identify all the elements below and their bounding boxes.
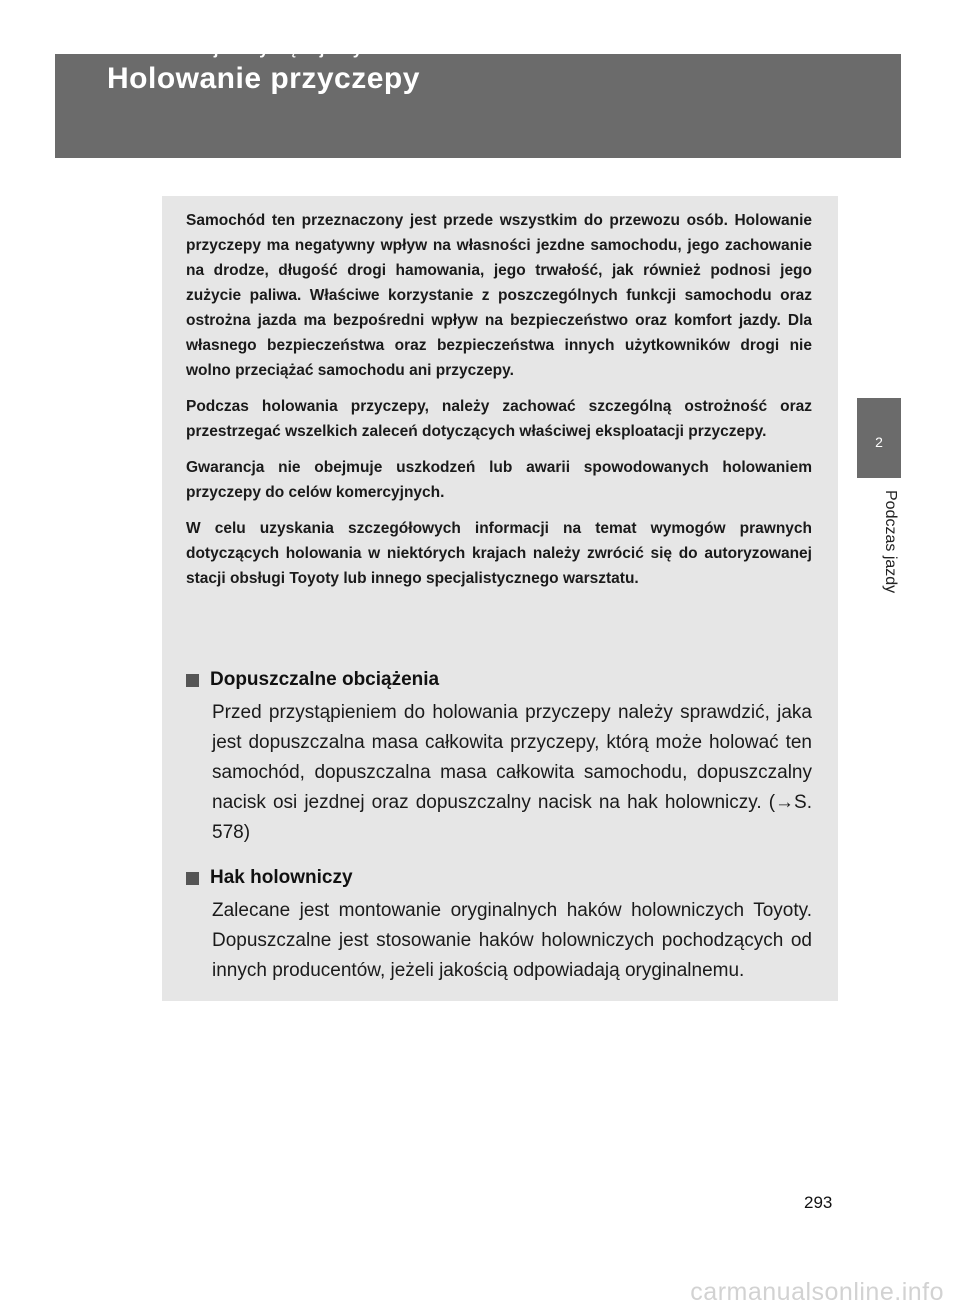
intro-text bbox=[186, 208, 812, 602]
section-label: 2-5. Informacje dotyczące jazdy bbox=[108, 39, 363, 58]
intro-paragraph: Podczas holowania przyczepy, należy zachować szczególną ostrożność oraz przestrzegać wszelkich zaleceń dotyczących właściwej eksploatacji przyczepy. bbox=[186, 398, 812, 440]
section-body-hitch: Zalecane jest montowanie oryginalnych haków holowniczych Toyoty. Dopuszczalne jest stosowanie haków holowniczych pochodzących od innych producentów, jeżeli jakością odpowiadają oryginalnemu. bbox=[212, 900, 812, 981]
watermark bbox=[0, 1272, 960, 1309]
chapter-label: Podczas jazdy bbox=[882, 490, 899, 594]
page-title: Holowanie przyczepy bbox=[107, 62, 420, 95]
intro-paragraph: W celu uzyskania szczegółowych informacji na temat wymogów prawnych dotyczących holowania w niektórych krajach należy zwrócić się do autoryzowanej stacji obsługi Toyoty lub innego specjalistycznego warsztatu. bbox=[186, 520, 812, 587]
square-bullet-icon bbox=[186, 872, 199, 885]
section-heading-text: Hak holowniczy bbox=[210, 867, 353, 888]
section-heading-hitch bbox=[186, 862, 812, 894]
page-number: 293 bbox=[804, 1193, 833, 1212]
intro-paragraph: Samochód ten przeznaczony jest przede wszystkim do przewozu osób. Holowanie przyczepy ma negatywny wpływ na własności jezdne samochodu, jego zachowanie na drodze, długość drogi hamowania, jego trwałość, jak również podnosi jego zużycie paliwa. Właściwe korzystanie z poszczególnych funkcji samochodu oraz ostrożna jazda ma bezpośredni wpływ na bezpieczeństwo oraz komfort jazdy. Dla własnego bezpieczeństwa oraz bezpieczeństwa innych użytkowników drogi nie wolno przeciążać samochodu ani przyczepy. bbox=[186, 212, 812, 379]
sections bbox=[186, 664, 812, 1000]
square-bullet-icon bbox=[186, 674, 199, 687]
chapter-tab[interactable] bbox=[857, 398, 901, 478]
section-heading-loads bbox=[186, 664, 812, 696]
watermark-text: carmanualsonline.info bbox=[690, 1278, 944, 1306]
chapter-number: 2 bbox=[875, 434, 883, 450]
intro-paragraph: Gwarancja nie obejmuje uszkodzeń lub awarii spowodowanych holowaniem przyczepy do celów komercyjnych. bbox=[186, 459, 812, 501]
section-heading-text: Dopuszczalne obciążenia bbox=[210, 669, 440, 690]
section-body-loads: Przed przystąpieniem do holowania przyczepy należy sprawdzić, jaka jest dopuszczalna masa całkowita przyczepy, którą może holować ten samochód, dopuszczalna masa całkowita samochodu, dopuszczalny nacisk osi jezdnej oraz dopuszczalny nacisk na hak holowniczy. (→S. 578) bbox=[212, 702, 812, 843]
